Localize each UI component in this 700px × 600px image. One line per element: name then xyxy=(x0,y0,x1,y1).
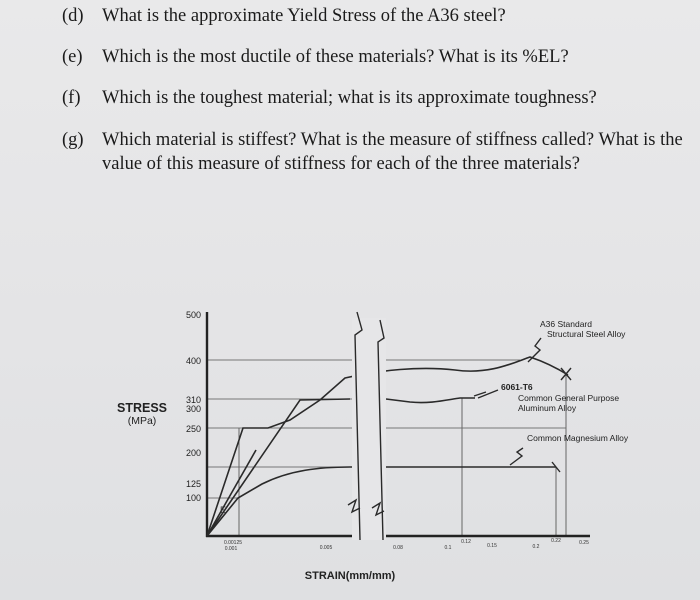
magnesium-label: Common Magnesium Alloy xyxy=(527,433,629,443)
elastic-modulus-label: E xyxy=(220,505,227,515)
y-axis-unit: (MPa) xyxy=(127,415,157,427)
y-tick-label: 400 xyxy=(185,356,201,366)
question-label: (f) xyxy=(62,88,81,108)
question-text: What is the approximate Yield Stress of the A36 steel? xyxy=(102,6,506,26)
x-tick-label: 0.001 xyxy=(224,546,238,552)
x-tick-label: 0.08 xyxy=(393,545,403,551)
y-tick-label: 250 xyxy=(185,424,201,434)
question-text: Which is the toughest material; what is its approximate toughness? xyxy=(102,88,597,108)
x-tick-label: 0.1 xyxy=(444,545,452,551)
y-axis-title: STRESS xyxy=(116,401,168,415)
steel-label-line1: A36 Standard xyxy=(540,319,592,329)
y-tick-label: 300 xyxy=(185,404,201,414)
x-axis-title: STRAIN(mm/mm) xyxy=(304,570,396,582)
x-tick-label: 0.2 xyxy=(532,544,540,550)
y-tick-label: 310 xyxy=(185,395,201,405)
x-tick-label: 0.12 xyxy=(461,539,471,545)
x-tick-label: 0.22 xyxy=(551,538,561,544)
y-tick-label: 200 xyxy=(185,448,201,458)
steel-label-line2: Structural Steel Alloy xyxy=(547,329,626,339)
aluminum-label-line2: Common General Purpose xyxy=(518,393,620,403)
y-tick-label: 125 xyxy=(185,479,201,489)
aluminum-label-line3: Aluminum Alloy xyxy=(518,403,577,413)
question-label: (e) xyxy=(62,47,83,67)
x-tick-label: 0.25 xyxy=(579,540,589,546)
y-tick-label: 500 xyxy=(185,310,201,320)
x-tick-label: 0.005 xyxy=(319,545,333,551)
y-tick-label: 100 xyxy=(185,493,201,503)
question-label: (d) xyxy=(62,6,84,26)
aluminum-label-line1: 6061-T6 xyxy=(501,382,533,392)
x-tick-label: 0.15 xyxy=(487,543,497,549)
question-text: Which is the most ductile of these materials? What is its %EL? xyxy=(102,47,569,67)
label-leader xyxy=(510,448,523,465)
question-text: Which material is stiffest? What is the measure of stiffness called? What is the value of this measure of stiffness for each of the three materials? xyxy=(102,130,683,174)
question-label: (g) xyxy=(62,130,84,150)
x-tick-label: 0.00125 xyxy=(223,540,243,546)
